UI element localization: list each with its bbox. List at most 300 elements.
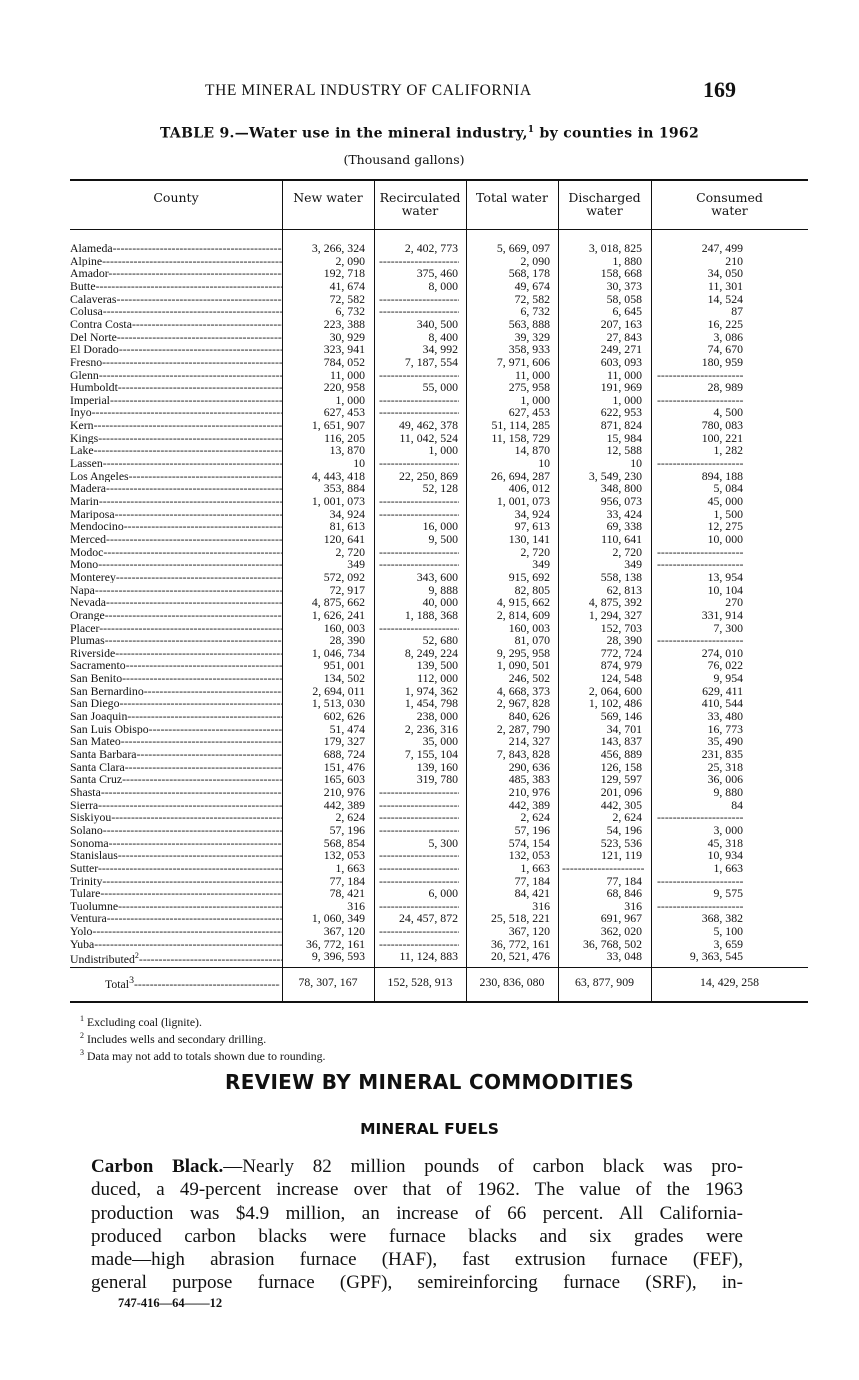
table-cell: 523, 536 — [600, 835, 642, 850]
table-row — [70, 672, 808, 685]
table-cell: 34, 924 — [514, 506, 550, 521]
table-cell: 871, 824 — [600, 418, 642, 433]
county-name-text: Mariposa — [70, 507, 115, 521]
empty-cell-leader — [657, 634, 743, 647]
county-name — [70, 369, 282, 382]
table-cell: 126, 158 — [600, 759, 642, 774]
table-cell: 12, 588 — [606, 443, 642, 458]
table-cell: 41, 674 — [329, 278, 365, 293]
table-cell: 62, 813 — [606, 582, 642, 597]
county-name-text: Inyo — [70, 406, 92, 419]
table-cell: 568, 854 — [323, 835, 365, 850]
table-row — [70, 710, 808, 723]
county-name — [70, 482, 282, 495]
table-cell: 33, 048 — [606, 949, 642, 964]
table-cell: 28, 390 — [329, 633, 365, 648]
table-row — [70, 356, 808, 369]
body-line: duced, a 49-percent increase over that of 1962. The value of the 1963 — [91, 1179, 743, 1201]
table-cell: 558, 138 — [600, 569, 642, 584]
table-cell: 81, 613 — [329, 519, 365, 534]
table-cell: 57, 196 — [514, 822, 550, 837]
county-name — [70, 925, 282, 938]
empty-cell-leader — [379, 457, 459, 470]
table-cell: 78, 421 — [329, 886, 365, 901]
county-name-text: Madera — [70, 482, 107, 495]
table-cell: 2, 287, 790 — [496, 721, 550, 736]
table-cell: 349 — [532, 557, 550, 572]
table-cell: 34, 992 — [422, 342, 458, 357]
county-name-text: San Diego — [70, 697, 120, 710]
table-cell: 316 — [347, 898, 365, 913]
county-name-text: Orange — [70, 608, 105, 622]
table-cell: 8, 000 — [428, 278, 458, 293]
header-new-water: New water — [293, 190, 363, 205]
county-name-text: Butte — [70, 279, 96, 293]
county-name — [70, 735, 282, 748]
table-cell: 20, 521, 476 — [491, 949, 550, 964]
table-cell: 51, 114, 285 — [491, 418, 550, 433]
table-cell: 100, 221 — [701, 430, 743, 445]
empty-cell-leader — [657, 900, 743, 913]
table-cell: 3, 549, 230 — [588, 468, 642, 483]
county-name — [70, 697, 282, 710]
county-name — [70, 343, 282, 356]
header-consumed-line1: Consumed — [696, 190, 763, 205]
county-name-text: Amador — [70, 267, 109, 280]
table-row — [70, 900, 808, 913]
table-cell: 569, 146 — [600, 709, 642, 724]
empty-cell-leader — [379, 369, 459, 382]
table-cell: 4, 915, 662 — [496, 595, 550, 610]
table-cell: 270 — [725, 595, 743, 610]
header-county: County — [153, 190, 199, 205]
empty-cell-leader — [379, 293, 459, 306]
table-units: (Thousand gallons) — [343, 152, 465, 167]
table-row — [70, 622, 808, 635]
county-name — [70, 457, 282, 470]
county-name-text: Shasta — [70, 785, 101, 799]
county-name-text: Trinity — [70, 874, 103, 887]
footnote-text: Excluding coal (lignite). — [84, 1014, 202, 1029]
table-cell: 456, 889 — [600, 747, 642, 761]
table-cell: 69, 338 — [606, 519, 642, 534]
table-cell: 11, 000 — [607, 367, 642, 382]
table-cell: 25, 318 — [707, 759, 743, 774]
table-cell: 603, 093 — [600, 354, 642, 369]
table-cell: 1, 060, 349 — [311, 911, 365, 926]
table-title-prefix: TABLE 9.—Water use in the mineral industry, — [159, 125, 528, 142]
footnote-text: Data may not add to totals shown due to rounding. — [84, 1048, 326, 1063]
table-cell: 2, 720 — [520, 544, 550, 559]
empty-cell-leader — [657, 811, 743, 824]
table-cell: 3, 000 — [713, 822, 743, 837]
table-cell: 51, 474 — [329, 721, 365, 736]
table-title-footnote-mark: 1 — [527, 125, 535, 135]
table-cell: 2, 064, 600 — [588, 683, 642, 698]
county-name-text: Solano — [70, 823, 103, 837]
table-cell: 629, 411 — [702, 683, 743, 698]
table-cell: 6, 645 — [612, 304, 642, 319]
table-cell: 1, 001, 073 — [496, 494, 550, 508]
page-number: 169 — [703, 77, 736, 102]
table-cell: 129, 597 — [600, 772, 642, 787]
county-name-text: Fresno — [70, 355, 103, 369]
table-cell: 10 — [538, 456, 550, 471]
table-cell: 143, 837 — [600, 734, 642, 749]
total-consumed-water: 14, 429, 258 — [700, 975, 759, 989]
table-cell: 36, 772, 161 — [491, 936, 550, 951]
table-cell: 16, 000 — [422, 519, 458, 534]
county-name-text: Calaveras — [70, 292, 117, 306]
table-cell: 563, 888 — [508, 316, 550, 331]
table-cell: 45, 318 — [707, 835, 743, 850]
county-name — [70, 381, 282, 394]
table-cell: 319, 780 — [416, 772, 458, 787]
table-row — [70, 786, 808, 799]
table-cell: 57, 196 — [329, 822, 365, 837]
table-cell: 72, 582 — [329, 291, 365, 306]
table-cell: 223, 388 — [323, 316, 365, 331]
county-name — [70, 685, 282, 698]
table-cell: 87 — [731, 304, 743, 319]
table-cell: 11, 158, 729 — [491, 430, 550, 445]
table-cell: 1, 294, 327 — [588, 607, 642, 622]
table-cell: 5, 300 — [428, 835, 458, 850]
table-cell: 572, 092 — [323, 569, 365, 584]
county-name — [70, 331, 282, 344]
table-row — [70, 293, 808, 306]
table-cell: 7, 300 — [713, 620, 743, 635]
county-name — [70, 622, 282, 635]
table-cell: 9, 500 — [428, 531, 458, 546]
table-cell: 165, 603 — [323, 772, 365, 787]
table-cell: 11, 124, 883 — [399, 949, 458, 964]
table-cell: 36, 768, 502 — [583, 936, 642, 951]
county-name — [70, 824, 282, 837]
county-name — [70, 305, 282, 318]
empty-cell-leader — [657, 394, 743, 407]
county-name — [70, 419, 282, 432]
table-cell: 956, 073 — [600, 494, 642, 508]
body-lead: Carbon Black. — [91, 1156, 224, 1177]
table-cell: 214, 327 — [508, 734, 550, 749]
county-name — [70, 242, 282, 255]
footnote — [80, 1029, 325, 1046]
table-cell: 442, 305 — [600, 797, 642, 812]
table-header-rule — [70, 229, 808, 230]
table-cell: 28, 989 — [707, 380, 743, 395]
table-row — [70, 761, 808, 774]
table-row — [70, 938, 808, 951]
county-name — [70, 293, 282, 306]
county-name — [70, 596, 282, 609]
body-paragraph — [91, 1155, 743, 1295]
table-cell: 1, 663 — [713, 860, 743, 875]
county-name-text: Monterey — [70, 570, 116, 584]
table-cell: 1, 188, 368 — [404, 607, 458, 622]
table-cell: 58, 058 — [606, 291, 642, 306]
county-name — [70, 533, 282, 546]
table-row — [70, 305, 808, 318]
table-cell: 124, 548 — [600, 671, 642, 686]
county-name — [70, 647, 282, 660]
table-cell: 3, 659 — [713, 936, 743, 951]
table-cell: 784, 052 — [323, 354, 365, 369]
county-name — [70, 723, 282, 736]
table-cell: 13, 954 — [707, 569, 743, 584]
county-name — [70, 634, 282, 647]
table-cell: 34, 924 — [329, 506, 365, 521]
table-cell: 76, 022 — [707, 658, 743, 673]
county-name-text: Glenn — [70, 368, 99, 381]
table-row — [70, 533, 808, 546]
county-name-text: Modoc — [70, 545, 104, 559]
county-name — [70, 470, 282, 483]
table-row — [70, 887, 808, 900]
county-name — [70, 761, 282, 774]
county-name-text: Ventura — [70, 912, 107, 925]
table-row — [70, 255, 808, 268]
county-name — [70, 710, 282, 723]
table-cell: 840, 626 — [508, 709, 550, 724]
table-row — [70, 470, 808, 483]
table-row — [70, 546, 808, 559]
table-cell: 780, 083 — [701, 418, 743, 433]
county-name — [70, 912, 282, 925]
table-row — [70, 685, 808, 698]
table-cell: 1, 880 — [612, 253, 642, 268]
county-name — [70, 938, 282, 951]
county-name-text: Santa Barbara — [70, 748, 137, 761]
table-cell: 132, 053 — [508, 848, 550, 863]
empty-cell-leader — [562, 862, 644, 875]
table-cell: 220, 958 — [323, 380, 365, 395]
table-row — [70, 697, 808, 710]
table-cell: 568, 178 — [508, 266, 550, 281]
table-cell: 1, 651, 907 — [311, 418, 365, 433]
table-cell: 5, 084 — [713, 481, 743, 496]
table-row — [70, 318, 808, 331]
table-row — [70, 824, 808, 837]
header-discharged-line2: water — [586, 203, 623, 218]
table-cell: 3, 266, 324 — [311, 241, 365, 255]
table-cell: 894, 188 — [701, 468, 743, 483]
table-cell: 3, 086 — [713, 329, 743, 344]
county-name-text: Contra Costa — [70, 317, 132, 331]
county-name-text: Undistributed — [70, 952, 135, 966]
county-name — [70, 406, 282, 419]
table-cell: 2, 402, 773 — [404, 241, 458, 255]
table-cell: 152, 703 — [600, 620, 642, 635]
table-cell: 4, 875, 392 — [588, 595, 642, 610]
table-row — [70, 267, 808, 280]
table-cell: 1, 000 — [520, 392, 550, 407]
empty-cell-leader — [379, 394, 459, 407]
table-cell: 915, 692 — [508, 569, 550, 584]
table-row — [70, 862, 808, 875]
county-name — [70, 280, 282, 293]
county-name-text: Yolo — [70, 925, 93, 938]
empty-cell-leader — [379, 862, 459, 875]
county-name-text: Mono — [70, 558, 99, 571]
table-cell: 238, 000 — [416, 709, 458, 724]
county-name-text: Kings — [70, 431, 99, 445]
body-line — [91, 1155, 743, 1178]
table-cell: 874, 979 — [600, 658, 642, 673]
table-cell: 120, 641 — [323, 531, 365, 546]
table-cell: 36, 006 — [707, 772, 743, 787]
table-cell: 14, 870 — [514, 443, 550, 458]
table-row — [70, 912, 808, 925]
table-cell: 180, 959 — [701, 354, 743, 369]
table-cell: 7, 971, 606 — [496, 354, 550, 369]
county-name — [70, 432, 282, 445]
table-cell: 158, 668 — [600, 266, 642, 281]
table-title-suffix: by counties in 1962 — [534, 125, 700, 142]
table-cell: 410, 544 — [701, 696, 743, 711]
table-cell: 231, 835 — [701, 747, 743, 761]
table-cell: 375, 460 — [416, 266, 458, 281]
table-row — [70, 457, 808, 470]
county-name — [70, 672, 282, 685]
county-name — [70, 584, 282, 597]
county-name-text: Sutter — [70, 861, 98, 875]
table-cell: 134, 502 — [323, 671, 365, 686]
county-name — [70, 508, 282, 521]
table-cell: 10, 000 — [707, 531, 743, 546]
table-cell: 68, 846 — [606, 886, 642, 901]
table-cell: 26, 694, 287 — [491, 468, 550, 483]
county-name-text: Humboldt — [70, 381, 118, 394]
table-row — [70, 331, 808, 344]
table-row — [70, 609, 808, 622]
table-cell: 9, 363, 545 — [689, 949, 743, 964]
table-row — [70, 419, 808, 432]
table-cell: 1, 454, 798 — [404, 696, 458, 711]
table-cell: 9, 575 — [713, 886, 743, 901]
table-title — [0, 125, 859, 142]
table-cell: 52, 128 — [422, 481, 458, 496]
table-cell: 6, 732 — [520, 304, 550, 319]
county-name — [70, 495, 282, 508]
header-recirculated-line2: water — [401, 203, 439, 218]
table-row — [70, 381, 808, 394]
table-row — [70, 558, 808, 571]
table-cell: 49, 462, 378 — [399, 418, 458, 433]
county-name-text: Yuba — [70, 937, 95, 951]
table-cell: 130, 141 — [508, 531, 550, 546]
table-cell: 16, 225 — [707, 316, 743, 331]
empty-cell-leader — [379, 495, 459, 508]
footnote-mark: 3 — [80, 1047, 84, 1057]
table-cell: 442, 389 — [323, 797, 365, 812]
county-name — [70, 748, 282, 761]
empty-cell-leader — [657, 558, 743, 571]
header-consumed-line2: water — [711, 203, 748, 218]
table-row — [70, 837, 808, 850]
table-row — [70, 406, 808, 419]
table-cell: 160, 003 — [323, 620, 365, 635]
county-name-text: Sacramento — [70, 659, 126, 672]
table-row — [70, 482, 808, 495]
county-name-text: Marin — [70, 495, 99, 508]
table-cell: 1, 001, 073 — [311, 494, 365, 508]
table-row — [70, 799, 808, 812]
county-name — [70, 862, 282, 875]
table-cell: 1, 663 — [520, 860, 550, 875]
empty-cell-leader — [379, 305, 459, 318]
body-line: made—high abrasion furnace (HAF), fast extrusion furnace (FEF), — [91, 1249, 743, 1271]
county-name-text: Imperial — [70, 393, 110, 407]
county-name-text: Santa Cruz — [70, 773, 123, 786]
total-new-water: 78, 307, 167 — [298, 975, 358, 989]
county-name — [70, 558, 282, 571]
county-name-text: San Bernardino — [70, 684, 144, 698]
table-cell: 207, 163 — [600, 316, 642, 331]
empty-cell-leader — [657, 546, 743, 559]
running-head — [0, 77, 859, 106]
table-cell: 11, 301 — [708, 278, 743, 293]
table-cell: 151, 476 — [323, 759, 365, 774]
county-name — [70, 546, 282, 559]
table-row — [70, 520, 808, 533]
table-cell: 485, 383 — [508, 772, 550, 787]
table-cell: 77, 184 — [606, 873, 642, 888]
section-heading: REVIEW BY MINERAL COMMODITIES — [225, 1070, 634, 1094]
county-name — [70, 837, 282, 850]
table-cell: 54, 196 — [606, 822, 642, 837]
table-cell: 247, 499 — [701, 241, 743, 255]
table-cell: 249, 271 — [600, 342, 642, 357]
county-name — [70, 799, 282, 812]
table-cell: 210, 976 — [508, 784, 550, 799]
table-cell: 35, 490 — [707, 734, 743, 749]
table-cell: 9, 880 — [713, 784, 743, 799]
county-name — [70, 255, 282, 268]
table-cell: 1, 046, 734 — [311, 645, 365, 660]
table-cell: 12, 275 — [707, 519, 743, 534]
county-name-text: Plumas — [70, 634, 105, 647]
table-cell: 7, 187, 554 — [404, 354, 458, 369]
table-cell: 7, 843, 828 — [496, 747, 550, 761]
county-name-text: Stanislaus — [70, 849, 118, 862]
county-name-text: Siskiyou — [70, 811, 112, 824]
table-cell: 367, 120 — [508, 924, 550, 939]
county-name — [70, 520, 282, 533]
table-cell: 10 — [353, 456, 365, 471]
table-total-rule — [70, 967, 808, 968]
empty-cell-leader — [379, 849, 459, 862]
table-cell: 22, 250, 869 — [399, 468, 458, 483]
table-cell: 4, 500 — [713, 405, 743, 420]
table-cell: 6, 000 — [428, 886, 458, 901]
body-line: general purpose furnace (GPF), semireinforcing furnace (SRF), in- — [91, 1272, 743, 1294]
county-name-text: Alameda — [70, 242, 113, 255]
table-cell: 14, 524 — [707, 291, 743, 306]
table-cell: 353, 884 — [323, 481, 365, 496]
table-cell: 290, 636 — [508, 759, 550, 774]
table-cell: 2, 090 — [520, 253, 550, 268]
total-discharged-water: 63, 877, 909 — [575, 975, 634, 989]
table-cell: 5, 100 — [713, 924, 743, 939]
table-cell: 9, 396, 593 — [311, 949, 365, 964]
table-row — [70, 280, 808, 293]
header-total-water: Total water — [476, 190, 548, 205]
table-row — [70, 647, 808, 660]
table-cell: 11, 000 — [515, 367, 550, 382]
county-name — [70, 659, 282, 672]
table-row — [70, 949, 808, 966]
